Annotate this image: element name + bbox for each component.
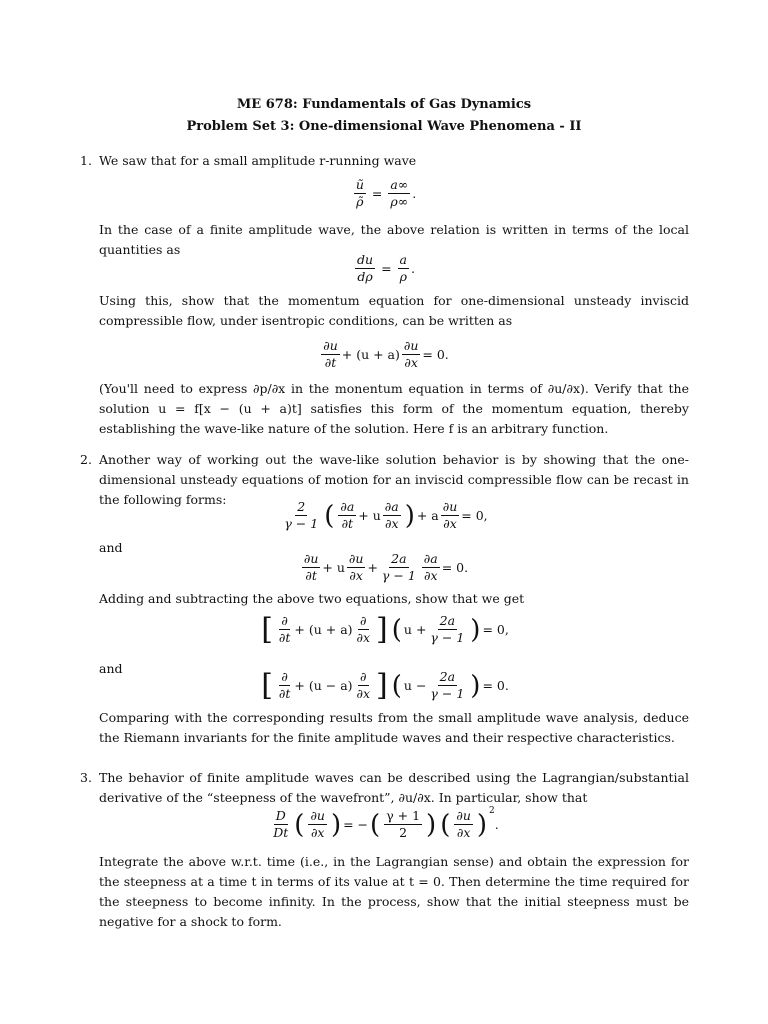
eq-term: ∂t [305,568,317,583]
eq-term: ∂ [360,613,367,628]
p3-equation-1: $\frac{D}{Dt}$ ( $\frac{\partial u}{\partial x}$ ) = − ( $\frac{\gamma + 1}{2}$ ) ( $\frac{\partial u}{\partial x}$ ) $^2$ . [273,805,499,840]
eq-term: ∂x [310,825,325,840]
eq-term: ∂a [384,499,399,514]
eq-end: . [494,817,499,832]
problem-1-number: 1. [80,153,92,168]
eq-term: ∂t [324,355,337,370]
p1-equation-1: $\frac{ũ}{\rhõ}$ = $\frac{a\infty}{\rho\infty}$ . [355,177,417,209]
problem-2-and-1: and [99,540,123,555]
problem-1-text-2: In the case of a finite amplitude wave, the above relation is written in terms of the local quantities as [99,222,689,257]
eq-term: γ − 1 [430,630,465,645]
eq-term: ∂x [384,516,399,531]
problem-set-title: Problem Set 3: One-dimensional Wave Phenomena - II [186,119,582,134]
eq-term: γ + 1 [386,808,421,823]
eq-term: ∂u [323,338,338,353]
eq-term: γ − 1 [381,568,416,583]
eq-term: ∂ [281,613,288,628]
p2-equation-3: [ $\frac{\partial}{\partial t}$ + (u + a) $\frac{\partial}{\partial x}$ ] ( u + $\frac{2a}{\gamma - 1}$ ) = 0, [261,611,509,647]
eq-term: + [367,560,378,575]
eq-term: γ − 1 [430,686,465,701]
eq-end: = 0. [441,560,469,575]
eq-term: ρ∞ [390,194,409,209]
eq-term: ∂x [443,516,457,531]
problem-2-text-3: Comparing with the corresponding results from the small amplitude wave analysis, deduce the Riemann invariants for the finite amplitude waves and their respective characteristics. [99,710,689,745]
eq-term: + a [416,508,439,523]
eq-term: ∂t [278,630,291,645]
p2-equation-2 [0,552,768,583]
eq-term: Dt [273,825,289,840]
eq-end: . [410,261,415,276]
eq-term: ∂u [403,338,419,353]
eq-end: = 0, [461,508,488,523]
eq-term: du [357,252,374,267]
eq-term: 2a [439,669,456,684]
problem-3-intro: The behavior of finite amplitude waves can be described using the Lagrangian/substantial derivative of the “steepness of the wavefront”, ∂u/∂x. In particular, show that [99,770,689,805]
eq-term: dρ [357,269,373,284]
eq-term: = − [343,817,369,832]
problem-3-text-2: Integrate the above w.r.t. time (i.e., in the Lagrangian sense) and obtain the expression for the steepness at a time t in terms of its value at t = 0. Then determine the time required for the steepness to become infinity. In the process, show that the initial steepness must be negative for a shock to form. [99,854,689,929]
eq-term: ∂x [423,568,438,583]
eq-term: γ − 1 [284,516,319,531]
eq-term: ∂u [442,499,458,514]
p1-equation-3 [0,339,768,370]
eq-term: + (u + a) [294,622,353,637]
eq-term: 2a [439,613,456,628]
eq-term: u − [403,678,427,693]
eq-end: = 0, [482,622,509,637]
p1-equation-2: $\frac{du}{d\rho}$ = $\frac{a}{\rho}$ . [357,252,415,284]
eq-term: ∂ [281,669,288,684]
eq-term: + (u − a) [294,678,353,693]
eq-term: a∞ [390,177,409,192]
problem-3-number: 3. [80,770,92,785]
problem-2-intro: Another way of working out the wave-like solution behavior is by showing that the one-dimensional unsteady equations of motion for an inviscid compressible flow can be recast in the following forms: [99,452,689,507]
eq-term: ρ [399,269,407,284]
course-title: ME 678: Fundamentals of Gas Dynamics [236,97,532,112]
eq-term: ∂ [360,669,367,684]
p2-equation-4: [ $\frac{\partial}{\partial t}$ + (u − a) $\frac{\partial}{\partial x}$ ] ( u − $\frac{2a}{\gamma - 1}$ ) = 0. [261,667,509,703]
problem-1-intro: We saw that for a small amplitude r-running wave [99,153,417,168]
eq-term: ∂t [278,686,291,701]
eq-term: ∂x [456,825,471,840]
eq-end: = 0. [482,678,509,693]
eq-term: ∂x [404,355,418,370]
eq-term: + u [358,508,381,523]
eq-term: ∂u [348,551,364,566]
eq-term: 2 [297,499,306,514]
problem-2-number: 2. [80,452,92,467]
eq-term: ∂u [456,808,471,823]
p2-equation-1: $\frac{2}{\gamma - 1}$ ( $\frac{\partial a}{\partial t}$ + u $\frac{\partial a}{\partial x}$ ) + a $\frac{\partial u}{\partial x}$ = 0, [284,499,488,531]
problem-1-text-3: Using this, show that the momentum equation for one-dimensional unsteady inviscid compressible flow, under isentropic conditions, can be written as [99,293,689,328]
eq-term: 2 [399,825,408,840]
eq-term: ũ [355,177,364,192]
eq-term: ∂x [349,568,363,583]
eq-end: . [412,186,417,201]
eq-term: ρ̃ [356,194,364,209]
eq-term: ∂a [340,499,355,514]
eq-term: ∂t [341,516,354,531]
problem-1-text-4: (You'll need to express ∂p/∂x in the monentum equation in terms of ∂u/∂x). Verify that the solution u = f[x − (u + a)t] satisfies this form of the momentum equation, thereby establishing the wave-like nature of the solution. Here f is an arbitrary function. [99,381,689,436]
eq-term: 2a [391,551,407,566]
exponent: 2 [489,805,495,816]
eq-term: u + [403,622,427,637]
eq-term: ∂a [423,551,438,566]
problem-2-and-2: and [99,661,123,676]
eq-term: ∂u [310,808,325,823]
eq-term: ∂x [356,686,371,701]
eq-term: a [399,252,407,267]
eq-term: ∂x [356,630,371,645]
eq-term: + u [322,560,345,575]
eq-term: ∂u [303,551,319,566]
eq-term: D [275,808,286,823]
problem-2-text-2: Adding and subtracting the above two equations, show that we get [99,591,525,606]
eq-term: + (u + a) [341,347,400,362]
eq-end: = 0. [422,347,449,362]
